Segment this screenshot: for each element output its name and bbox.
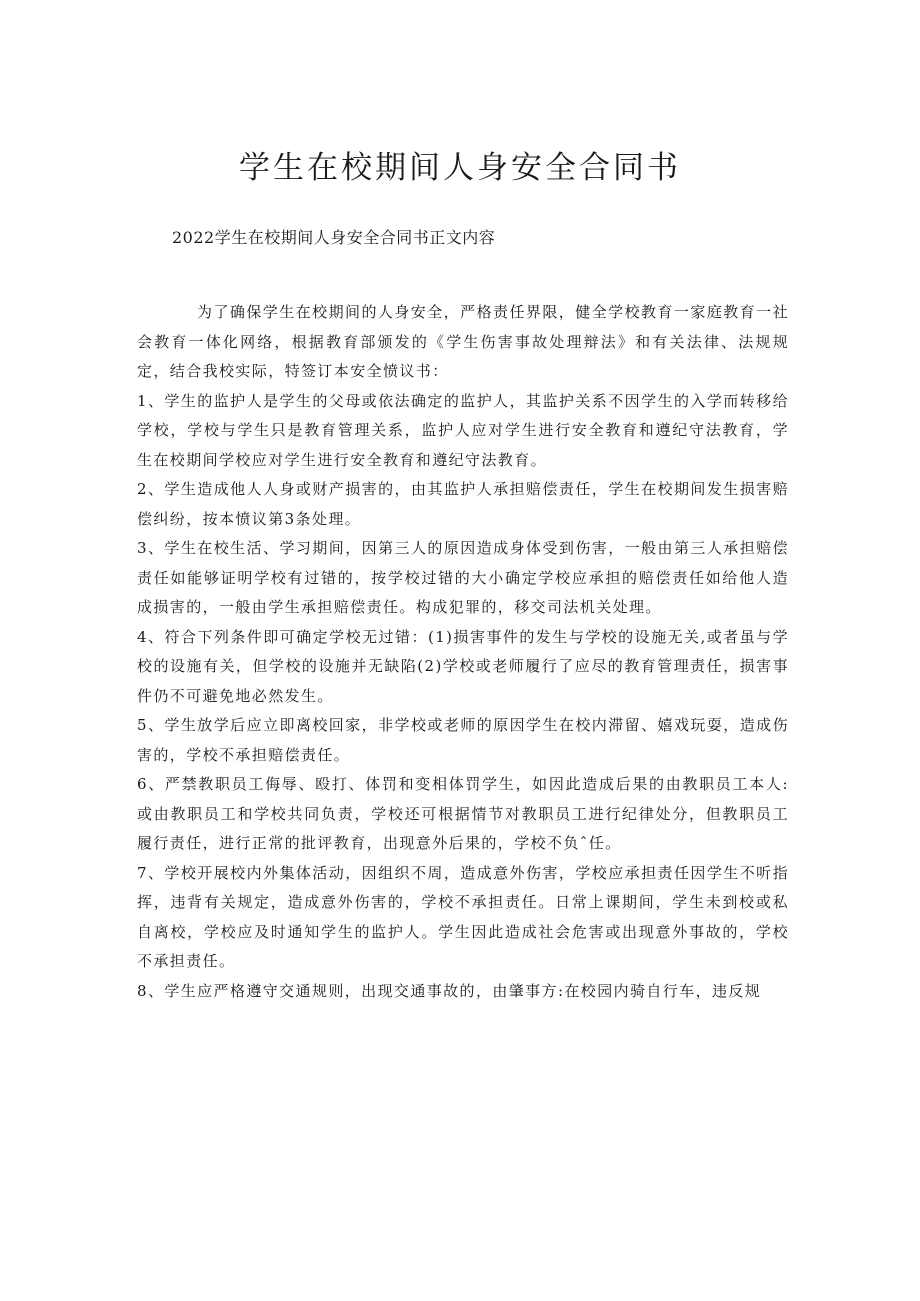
clause-paragraph: 5、学生放学后应立即离校回家，非学校或老师的原因学生在校内滞留、嬉戏玩耍，造成伤害的，学校不承担赔偿责任。 — [137, 716, 789, 764]
clause-paragraph: 4、符合下列条件即可确定学校无过错：(1)损害事件的发生与学校的设施无关,或者虽与学校的设施有关，但学校的设施并无缺陷(2)学校或老师履行了应尽的教育管理责任，损害事件仍不可避免地必然发生。 — [137, 627, 789, 705]
document-title: 学生在校期间人身安全合同书 — [239, 150, 681, 186]
document-subtitle: 2022学生在校期间人身安全合同书正文内容 — [172, 228, 496, 247]
clause-paragraph: 1、学生的监护人是学生的父母或依法确定的监护人，其监护关系不因学生的入学而转移给学校，学校与学生只是教育管理关系，监护人应对学生进行安全教育和遵纪守法教育，学生在校期间学校应对学生进行安全教育和遵纪守法教育。 — [137, 391, 789, 469]
clause-paragraph: 2、学生造成他人人身或财产损害的，由其监护人承担赔偿责任，学生在校期间发生损害赔偿纠纷，按本愤议第3条处理。 — [137, 480, 789, 528]
intro-paragraph: 为了确保学生在校期间的人身安全，严格责任界限，健全学校教育一家庭教育一社会教育一体化网络，根据教育部颁发的《学生伤害事故处理辩法》和有关法律、法规规定，结合我校实际，特签订本安全愤议书： — [137, 303, 789, 380]
document-body — [137, 298, 789, 1006]
clause-paragraph: 7、学校开展校内外集体活动，因组织不周，造成意外伤害，学校应承担责任因学生不听指挥，违背有关规定，造成意外伤害的，学校不承担责任。日常上课期间，学生未到校或私自离校，学校应及时通知学生的监护人。学生因此造成社会危害或出现意外事故的，学校不承担责任。 — [137, 863, 789, 970]
clause-paragraph: 3、学生在校生活、学习期间，因第三人的原因造成身体受到伤害，一般由第三人承担赔偿责任如能够证明学校有过错的，按学校过错的大小确定学校应承担的赔偿责任如给他人造成损害的，一般由学生承担赔偿责任。构成犯罪的，移交司法机关处理。 — [137, 539, 789, 616]
clause-paragraph: 6、严禁教职员工侮辱、殴打、体罚和变相体罚学生，如因此造成后果的由教职员工本人:或由教职员工和学校共同负责，学校还可根据情节对教职员工进行纪律处分，但教职员工履行责任，进行正常的批评教育，出现意外后果的，学校不负ˆ任。 — [137, 775, 789, 852]
clause-paragraph: 8、学生应严格遵守交通规则，出现交通事故的，由肇事方:在校园内骑自行车，违反规 — [137, 981, 762, 1000]
